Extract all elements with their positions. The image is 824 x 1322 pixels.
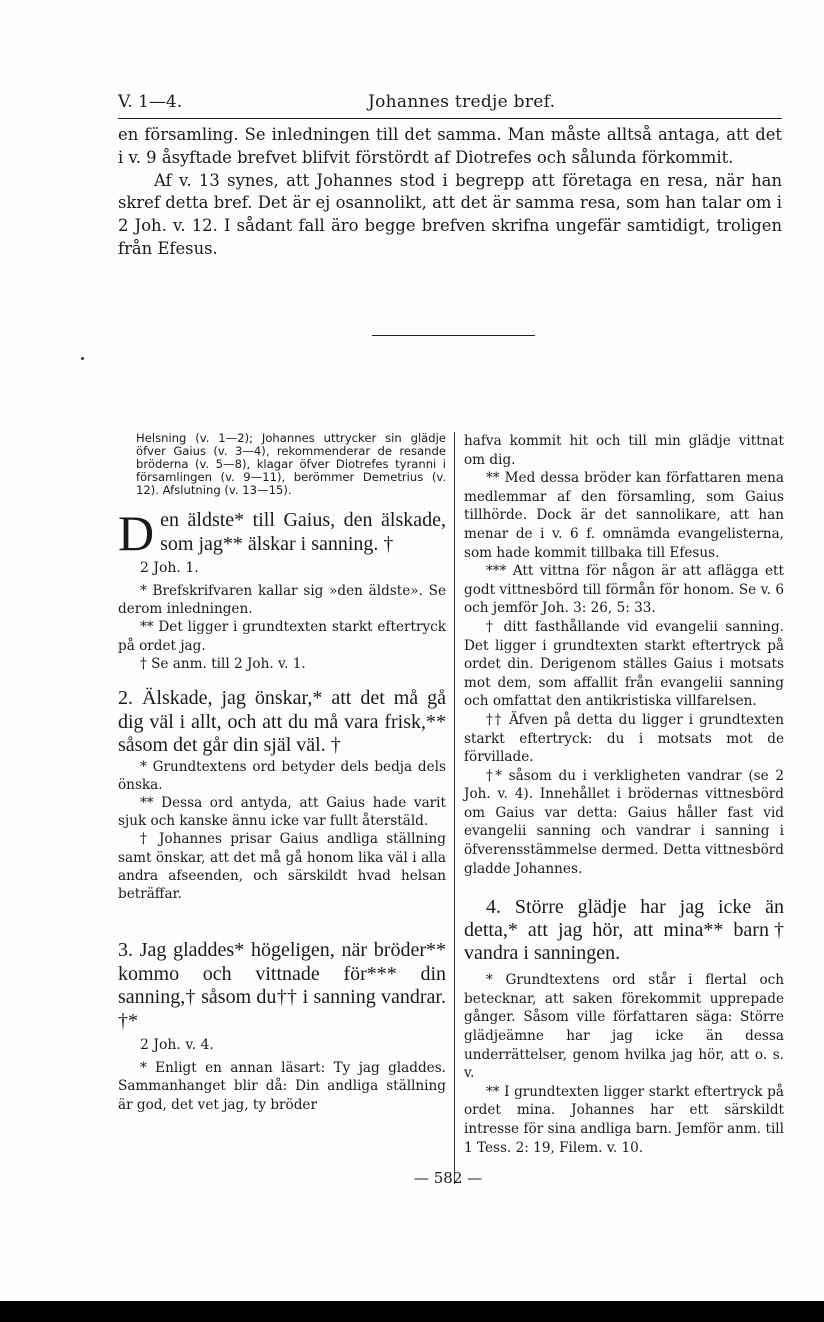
verse-1-reference: 2 Joh. 1. bbox=[140, 560, 199, 576]
left-column bbox=[118, 432, 446, 1114]
verse-2: 2. Älskade, jag önskar,* att det må gå dig väl i allt, och att du må vara frisk,** såsom det går din själ väl. † bbox=[118, 687, 446, 757]
chapter-summary: Helsning (v. 1—2); Johannes uttrycker sin glädje öfver Gaius (v. 3—4), rekommenderar de resande bröderna (v. 5—8), klagar öfver Diotrefes tyranni i församlingen (v. 9—11), berömmer Demetrius (v. 12). Afslutning (v. 13—15). bbox=[136, 431, 446, 497]
section-divider bbox=[372, 335, 535, 336]
intro-paragraph-1: en församling. Se inledningen till det samma. Man måste alltså antaga, att det i v. 9 åsyftade brefvet blifvit förstördt af Diotrefes och sålunda förkommit. bbox=[118, 125, 782, 167]
scan-bottom-edge bbox=[0, 1301, 824, 1322]
verse-1-note-3: † Se anm. till 2 Joh. v. 1. bbox=[140, 655, 306, 672]
running-header bbox=[118, 92, 782, 119]
verse-1-note-1: * Brefskrifvaren kallar sig »den äldste». Se derom inledningen. bbox=[118, 583, 446, 618]
page-title: Johannes tredje bref. bbox=[368, 92, 556, 112]
verse-3-note-3: *** Att vittna för någon är att aflägga ett godt vittnesbörd till förmån för honom. Se v. 6 och jemför Joh. 3: 26, 5: 33. bbox=[464, 563, 784, 617]
page-number: — 582 — bbox=[414, 1169, 483, 1187]
verse-3-note-6: †* såsom du i verkligheten vandrar (se 2 Joh. v. 4). Innehållet i brödernas vittnesbörd om Gaius var detta: Gaius håller fast vid evangelii sanning och vandrar i sanning i öfverensstämmelse dermed. Detta vittnesbörd gladde Johannes. bbox=[464, 767, 784, 877]
verse-1-note-2: ** Det ligger i grundtexten starkt eftertryck på ordet jag. bbox=[118, 619, 446, 654]
column-rule bbox=[454, 432, 455, 1184]
verse-3-note-1: * Enligt en annan läsart: Ty jag gladdes. Sammanhanget blir då: Din andliga ställning är god, det vet jag, ty bröder bbox=[118, 1060, 446, 1113]
drop-cap: D bbox=[118, 505, 155, 561]
verse-range: V. 1—4. bbox=[118, 92, 183, 112]
verse-3: 3. Jag gladdes* högeligen, när bröder** kommo och vittnade för*** din sanning,† såsom du†† i sanning vandrar. †* bbox=[118, 939, 446, 1032]
verse-2-note-2: ** Dessa ord antyda, att Gaius hade varit sjuk och kanske ännu icke var fullt återstäld. bbox=[118, 794, 446, 830]
verse-2-note-3: † Johannes prisar Gaius andliga ställning samt önskar, att det må gå honom lika väl i alla andra afseenden, och särskildt hvad helsan beträffar. bbox=[118, 831, 446, 902]
verse-1-text: en äldste* till Gaius, den älskade, som jag** älskar i sanning. † bbox=[160, 509, 446, 555]
intro-paragraph-2: Af v. 13 synes, att Johannes stod i begrepp att företaga en resa, när han skref detta bref. Det är ej osannolikt, att det är samma resa, som han talar om i 2 Joh. v. 12. I sådant fall äro begge brefven skrifna ungefär samtidigt, troligen från Efesus. bbox=[118, 170, 782, 258]
verse-4: 4. Större glädje har jag icke än detta,* att jag hör, att mina** barn† vandra i sanningen. bbox=[464, 896, 784, 965]
verse-4-note-2: ** I grundtexten ligger starkt eftertryck på ordet mina. Johannes har ett särskildt intresse för sina andliga barn. Jemför anm. till 1 Tess. 2: 19, Filem. v. 10. bbox=[464, 1083, 784, 1156]
verse-2-note-1: * Grundtextens ord betyder dels bedja dels önska. bbox=[118, 758, 446, 793]
verse-1 bbox=[118, 505, 446, 561]
verse-3-reference: 2 Joh. v. 4. bbox=[140, 1037, 214, 1054]
margin-speck bbox=[81, 357, 84, 360]
verse-3-note-4: † ditt fasthållande vid evangelii sanning. Det ligger i grundtexten starkt eftertryck på ordet din. Derigenom ställes Gaius i motsats mot dem, som affallit från evangelii sanning och omfattat den antikristiska villfarelsen. bbox=[464, 618, 784, 710]
intro-text bbox=[118, 124, 782, 261]
verse-3-note-1-continued: hafva kommit hit och till min glädje vittnat om dig. bbox=[464, 433, 784, 468]
verse-3-note-2: ** Med dessa bröder kan författaren mena medlemmar af den församling, som Gaius tillhörde. Dock är det sannolikare, att han menar de i v. 6 f. omnämda evangelisterna, som hade kommit tillbaka till Efesus. bbox=[464, 470, 784, 561]
verse-3-note-5: †† Äfven på detta du ligger i grundtexten starkt eftertryck: du i motsats mot de förvillade. bbox=[464, 711, 784, 766]
right-column bbox=[464, 432, 784, 1157]
verse-4-note-1: * Grundtextens ord står i flertal och betecknar, att saken förekommit upprepade gånger. Såsom ville författaren säga: Större glädjeämne har jag icke än dessa underrättelser, genom hvilka jag hör, att o. s. v. bbox=[464, 972, 784, 1082]
